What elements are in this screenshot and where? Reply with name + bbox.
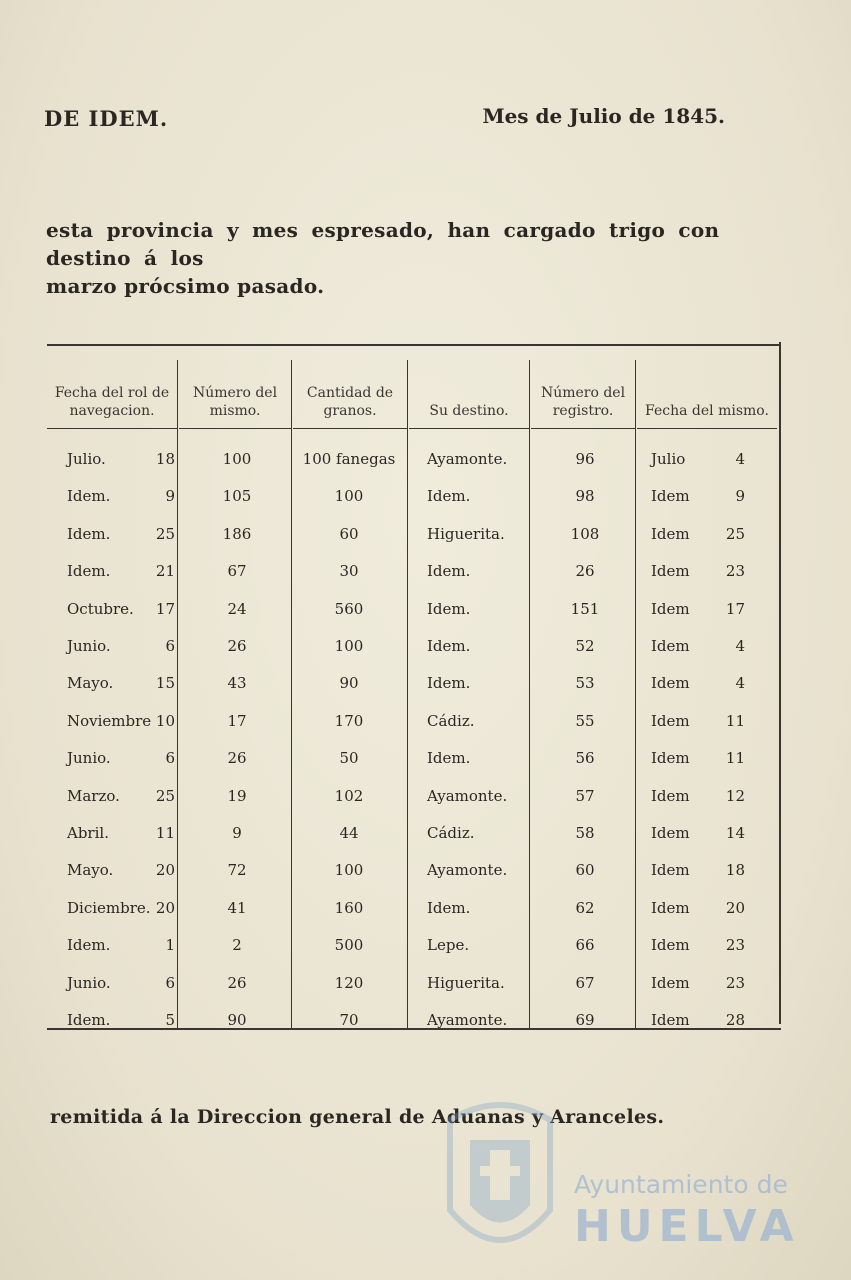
header-cantidad-line-1: Cantidad de <box>306 385 394 401</box>
row-quantity: 70 <box>339 1011 359 1029</box>
column-divider <box>529 360 530 1028</box>
row-quantity: 500 <box>334 936 364 955</box>
row-reg-month: Idem <box>651 973 690 992</box>
row-reg-day: 4 <box>735 450 745 468</box>
row-number: 90 <box>227 1011 247 1029</box>
header-fecha-mismo <box>637 402 777 420</box>
row-month: Abril. <box>67 824 109 842</box>
table-right-rule <box>779 342 781 1024</box>
row-reg-day: 4 <box>735 637 745 655</box>
row-destination: Higuerita. <box>427 973 505 992</box>
row-destination: Ayamonte. <box>427 861 508 880</box>
row-quantity: 160 <box>334 898 364 917</box>
row-reg-month: Idem <box>651 599 690 618</box>
header-fecha-mismo-text: Fecha del mismo. <box>645 403 769 419</box>
row-reg-month: Idem <box>651 711 690 730</box>
row-reg-day: 14 <box>725 824 745 842</box>
row-quantity: 90 <box>339 674 359 693</box>
column-divider <box>635 360 636 1028</box>
row-day: 10 <box>155 711 175 730</box>
row-number: 26 <box>227 973 247 992</box>
row-quantity: 102 <box>334 786 364 805</box>
row-quantity: 170 <box>334 711 364 730</box>
row-registry: 55 <box>575 711 595 730</box>
row-destination: Cádiz. <box>427 824 475 842</box>
row-destination: Cádiz. <box>427 711 475 730</box>
row-reg-day: 11 <box>725 711 745 730</box>
row-day: 21 <box>155 562 175 581</box>
row-number: 19 <box>227 786 247 805</box>
row-destination: Ayamonte. <box>427 450 508 468</box>
row-registry: 62 <box>575 898 595 917</box>
row-number: 17 <box>227 711 247 730</box>
row-reg-day: 23 <box>725 562 745 581</box>
row-quantity: 60 <box>339 524 359 543</box>
row-reg-month: Idem <box>651 487 690 506</box>
row-destination: Idem. <box>427 487 471 506</box>
row-month: Idem. <box>67 562 111 581</box>
row-quantity: 100 <box>334 637 364 655</box>
row-registry: 56 <box>575 749 595 768</box>
row-day: 5 <box>165 1011 175 1029</box>
row-quantity: 44 <box>339 824 359 842</box>
row-reg-day: 28 <box>725 1011 745 1029</box>
row-number: 2 <box>232 936 242 955</box>
row-month: Diciembre. <box>67 898 151 917</box>
row-day: 20 <box>155 898 175 917</box>
row-month: Mayo. <box>67 861 114 880</box>
row-month: Idem. <box>67 936 111 955</box>
header-destino-text: Su destino. <box>429 403 509 419</box>
table-top-rule <box>47 344 781 346</box>
row-reg-day: 18 <box>725 861 745 880</box>
row-day: 1 <box>165 936 175 955</box>
row-month: Noviembre <box>67 711 152 730</box>
row-day: 25 <box>155 524 175 543</box>
row-number: 72 <box>227 861 247 880</box>
header-fecha-rol-line-2: navegacion. <box>69 403 155 419</box>
row-day: 15 <box>155 674 175 693</box>
row-month: Idem. <box>67 487 111 506</box>
header-numero-line-2: mismo. <box>209 403 261 419</box>
row-number: 9 <box>232 824 242 842</box>
header-registro-line-2: registro. <box>552 403 614 419</box>
row-month: Mayo. <box>67 674 114 693</box>
watermark-line-2: HUELVA <box>574 1201 800 1252</box>
row-registry: 98 <box>575 487 595 506</box>
row-quantity: 30 <box>339 562 359 581</box>
row-destination: Idem. <box>427 674 471 693</box>
row-reg-day: 4 <box>735 674 745 693</box>
watermark-line-1: Ayuntamiento de <box>574 1170 788 1199</box>
row-reg-day: 23 <box>725 973 745 992</box>
row-reg-day: 17 <box>725 599 745 618</box>
row-day: 6 <box>165 973 175 992</box>
row-reg-month: Idem <box>651 786 690 805</box>
row-registry: 52 <box>575 637 595 655</box>
row-day: 20 <box>155 861 175 880</box>
row-quantity: 50 <box>339 749 359 768</box>
header-right: Mes de Julio de 1845. <box>482 104 725 128</box>
header-numero-line-1: Número del <box>192 385 278 401</box>
row-number: 26 <box>227 749 247 768</box>
row-number: 26 <box>227 637 247 655</box>
row-registry: 60 <box>575 861 595 880</box>
row-reg-month: Idem <box>651 1011 690 1029</box>
row-number: 100 <box>222 450 252 468</box>
header-cantidad-line-2: granos. <box>323 403 377 419</box>
watermark <box>574 1170 800 1252</box>
row-registry: 53 <box>575 674 595 693</box>
row-reg-month: Julio <box>651 450 686 468</box>
row-destination: Lepe. <box>427 936 470 955</box>
row-day: 9 <box>165 487 175 506</box>
row-number: 43 <box>227 674 247 693</box>
row-number: 41 <box>227 898 247 917</box>
row-reg-day: 25 <box>725 524 745 543</box>
row-month: Idem. <box>67 524 111 543</box>
row-registry: 96 <box>575 450 595 468</box>
intro-line-1: esta provincia y mes espresado, han cargado trigo con destino á los <box>46 218 720 270</box>
row-registry: 69 <box>575 1011 595 1029</box>
row-reg-day: 11 <box>725 749 745 768</box>
row-reg-month: Idem <box>651 898 690 917</box>
header-destino <box>409 402 529 420</box>
column-divider <box>291 360 292 1028</box>
row-reg-month: Idem <box>651 749 690 768</box>
row-month: Idem. <box>67 1011 111 1029</box>
closing-line: remitida á la Direccion general de Aduanas y Aranceles. <box>50 1106 665 1128</box>
row-reg-month: Idem <box>651 861 690 880</box>
row-registry: 151 <box>570 599 600 618</box>
row-month: Junio. <box>67 749 111 768</box>
row-day: 11 <box>155 824 175 842</box>
row-registry: 67 <box>575 973 595 992</box>
row-reg-day: 23 <box>725 936 745 955</box>
header-fecha-rol <box>47 384 177 420</box>
row-quantity: 120 <box>334 973 364 992</box>
row-number: 186 <box>222 524 252 543</box>
row-quantity: 100 fanegas <box>302 450 396 468</box>
row-reg-month: Idem <box>651 674 690 693</box>
row-reg-month: Idem <box>651 824 690 842</box>
row-destination: Idem. <box>427 898 471 917</box>
row-day: 6 <box>165 637 175 655</box>
header-left: DE IDEM. <box>44 106 169 131</box>
column-divider <box>407 360 408 1028</box>
row-reg-month: Idem <box>651 524 690 543</box>
row-registry: 57 <box>575 786 595 805</box>
row-destination: Idem. <box>427 637 471 655</box>
row-day: 17 <box>155 599 175 618</box>
row-reg-month: Idem <box>651 562 690 581</box>
row-reg-month: Idem <box>651 936 690 955</box>
header-registro-line-1: Número del <box>540 385 626 401</box>
row-destination: Higuerita. <box>427 524 505 543</box>
row-registry: 66 <box>575 936 595 955</box>
row-destination: Idem. <box>427 599 471 618</box>
header-cantidad <box>293 384 407 420</box>
header-fecha-rol-line-1: Fecha del rol de <box>54 385 170 401</box>
row-month: Junio. <box>67 637 111 655</box>
row-month: Julio. <box>67 450 106 468</box>
row-reg-day: 20 <box>725 898 745 917</box>
intro-paragraph <box>46 216 786 300</box>
row-number: 24 <box>227 599 247 618</box>
row-destination: Ayamonte. <box>427 786 508 805</box>
row-month: Octubre. <box>67 599 134 618</box>
row-day: 25 <box>155 786 175 805</box>
row-month: Marzo. <box>67 786 120 805</box>
intro-line-2: marzo prócsimo pasado. <box>46 274 325 298</box>
row-month: Junio. <box>67 973 111 992</box>
row-reg-day: 9 <box>735 487 745 506</box>
row-reg-day: 12 <box>725 786 745 805</box>
row-quantity: 100 <box>334 861 364 880</box>
row-registry: 26 <box>575 562 595 581</box>
row-day: 18 <box>155 450 175 468</box>
row-quantity: 560 <box>334 599 364 618</box>
header-registro <box>531 384 635 420</box>
row-quantity: 100 <box>334 487 364 506</box>
row-number: 105 <box>222 487 252 506</box>
row-registry: 58 <box>575 824 595 842</box>
municipal-seal-icon <box>440 1080 560 1270</box>
header-numero <box>179 384 291 420</box>
row-reg-month: Idem <box>651 637 690 655</box>
row-day: 6 <box>165 749 175 768</box>
row-destination: Ayamonte. <box>427 1011 508 1029</box>
row-number: 67 <box>227 562 247 581</box>
column-divider <box>177 360 178 1028</box>
row-registry: 108 <box>570 524 600 543</box>
row-destination: Idem. <box>427 562 471 581</box>
shipments-table <box>47 340 781 1040</box>
row-destination: Idem. <box>427 749 471 768</box>
